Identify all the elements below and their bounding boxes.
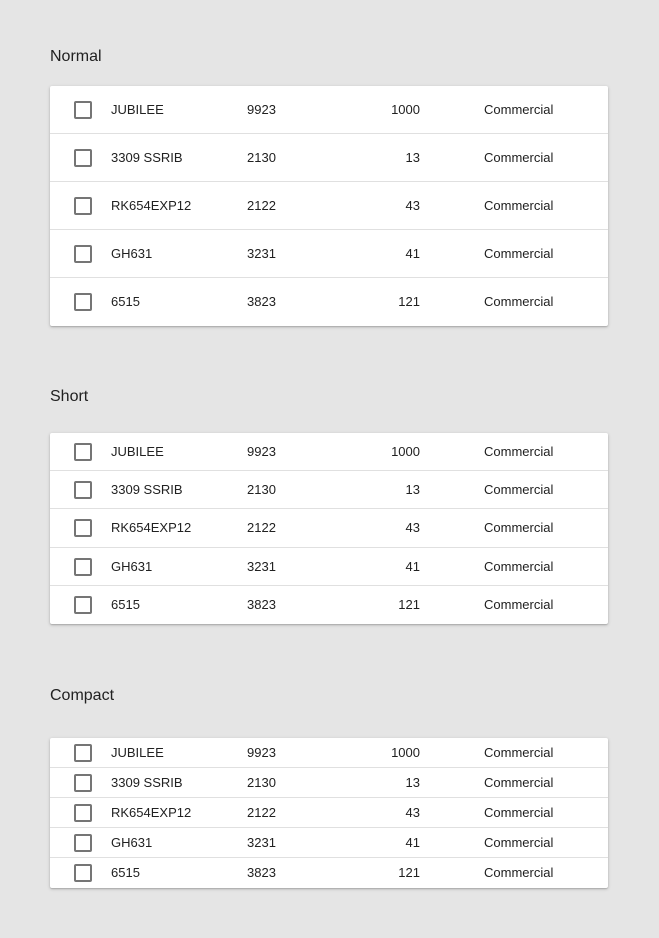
- cell-name: JUBILEE: [111, 102, 164, 117]
- cell-quantity: 121: [398, 294, 420, 309]
- table-row: [50, 86, 608, 134]
- cell-type: Commercial: [484, 805, 554, 820]
- cell-quantity: 41: [405, 835, 420, 850]
- row-checkbox[interactable]: [74, 197, 92, 215]
- row-checkbox[interactable]: [74, 774, 92, 792]
- cell-type: Commercial: [484, 596, 554, 612]
- cell-quantity: 41: [405, 558, 420, 574]
- cell-code: 3231: [247, 246, 276, 261]
- cell-name: JUBILEE: [111, 745, 164, 760]
- cell-type: Commercial: [484, 198, 554, 213]
- cell-type: Commercial: [484, 444, 554, 459]
- cell-name: 3309 SSRIB: [111, 775, 183, 790]
- cell-quantity: 1000: [391, 102, 420, 117]
- cell-type: Commercial: [484, 246, 554, 261]
- cell-code: 2130: [247, 482, 276, 498]
- row-checkbox[interactable]: [74, 443, 92, 461]
- cell-quantity: 13: [405, 482, 420, 498]
- cell-code: 3823: [247, 596, 276, 612]
- cell-quantity: 1000: [391, 444, 420, 459]
- section-title-normal: Normal: [50, 48, 102, 65]
- row-checkbox[interactable]: [74, 744, 92, 762]
- row-checkbox[interactable]: [74, 864, 92, 882]
- table-row: [50, 278, 608, 326]
- cell-name: GH631: [111, 246, 153, 261]
- table-row: [50, 768, 608, 798]
- cell-quantity: 41: [405, 246, 420, 261]
- cell-code: 9923: [247, 102, 276, 117]
- section-title-short: Short: [50, 388, 89, 405]
- row-checkbox[interactable]: [74, 293, 92, 311]
- table-row: [50, 548, 608, 586]
- cell-type: Commercial: [484, 865, 554, 880]
- data-table-normal: [50, 86, 608, 326]
- cell-type: Commercial: [484, 835, 554, 850]
- cell-quantity: 43: [405, 805, 420, 820]
- cell-code: 2122: [247, 520, 276, 536]
- cell-quantity: 1000: [391, 745, 420, 760]
- cell-type: Commercial: [484, 745, 554, 760]
- data-table-short: [50, 433, 608, 624]
- section-title-compact: Compact: [50, 687, 115, 704]
- table-row: [50, 798, 608, 828]
- cell-type: Commercial: [484, 294, 554, 309]
- cell-name: GH631: [111, 558, 153, 574]
- cell-name: 3309 SSRIB: [111, 150, 183, 165]
- table-row: [50, 858, 608, 888]
- table-row: [50, 471, 608, 509]
- table-row: [50, 433, 608, 471]
- table-row: [50, 828, 608, 858]
- cell-code: 2122: [247, 198, 276, 213]
- cell-name: 6515: [111, 865, 140, 880]
- cell-type: Commercial: [484, 150, 554, 165]
- table-row: [50, 738, 608, 768]
- cell-code: 2130: [247, 150, 276, 165]
- cell-name: RK654EXP12: [111, 805, 192, 820]
- cell-type: Commercial: [484, 102, 554, 117]
- row-checkbox[interactable]: [74, 596, 92, 614]
- cell-name: 3309 SSRIB: [111, 482, 183, 498]
- cell-quantity: 13: [405, 150, 420, 165]
- table-row: [50, 182, 608, 230]
- cell-code: 9923: [247, 745, 276, 760]
- row-checkbox[interactable]: [74, 834, 92, 852]
- table-row: [50, 509, 608, 547]
- cell-name: GH631: [111, 835, 153, 850]
- cell-name: RK654EXP12: [111, 198, 192, 213]
- row-checkbox[interactable]: [74, 101, 92, 119]
- cell-code: 2130: [247, 775, 276, 790]
- data-table-compact: [50, 738, 608, 888]
- cell-code: 3231: [247, 558, 276, 574]
- cell-name: RK654EXP12: [111, 520, 192, 536]
- cell-type: Commercial: [484, 775, 554, 790]
- cell-code: 3231: [247, 835, 276, 850]
- cell-code: 3823: [247, 294, 276, 309]
- cell-quantity: 43: [405, 198, 420, 213]
- cell-quantity: 121: [398, 596, 420, 612]
- cell-code: 3823: [247, 865, 276, 880]
- cell-type: Commercial: [484, 482, 554, 498]
- table-row: [50, 230, 608, 278]
- row-checkbox[interactable]: [74, 481, 92, 499]
- row-checkbox[interactable]: [74, 149, 92, 167]
- cell-name: JUBILEE: [111, 444, 164, 459]
- cell-code: 2122: [247, 805, 276, 820]
- cell-name: 6515: [111, 596, 140, 612]
- cell-quantity: 121: [398, 865, 420, 880]
- table-row: [50, 134, 608, 182]
- table-row: [50, 586, 608, 624]
- cell-type: Commercial: [484, 558, 554, 574]
- row-checkbox[interactable]: [74, 558, 92, 576]
- row-checkbox[interactable]: [74, 519, 92, 537]
- cell-code: 9923: [247, 444, 276, 459]
- cell-quantity: 43: [405, 520, 420, 536]
- row-checkbox[interactable]: [74, 245, 92, 263]
- row-checkbox[interactable]: [74, 804, 92, 822]
- cell-type: Commercial: [484, 520, 554, 536]
- cell-quantity: 13: [405, 775, 420, 790]
- cell-name: 6515: [111, 294, 140, 309]
